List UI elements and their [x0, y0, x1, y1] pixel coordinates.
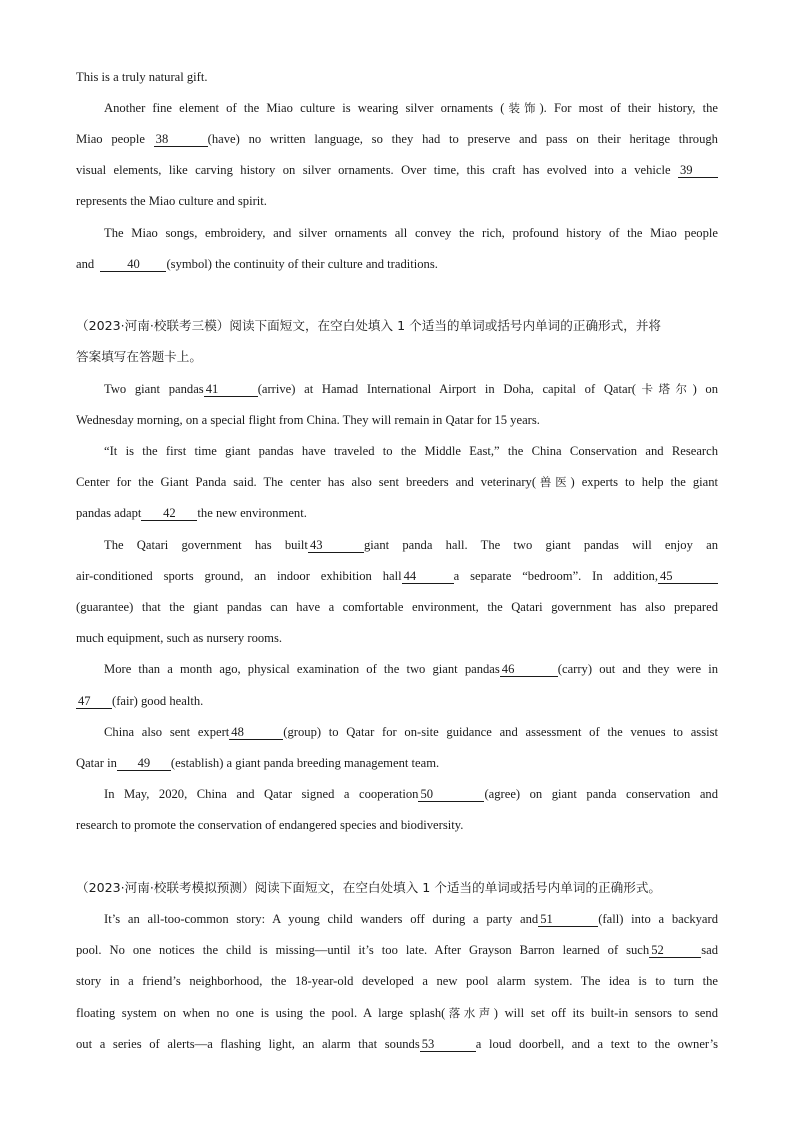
text-line: Qatar in 49 (establish) a giant panda breeding management team. — [76, 756, 440, 770]
chinese-gloss: 兽医 — [536, 475, 571, 489]
text-line: The Qatari government has built 43 giant panda hall. The two giant pandas will enjoy an — [104, 538, 718, 552]
text-line: and 40 (symbol) the continuity of their culture and traditions. — [76, 257, 438, 271]
text-line: represents the Miao culture and spirit. — [76, 194, 267, 208]
answer-blank-49[interactable]: 49 — [117, 756, 171, 771]
text-line: Two giant pandas 41 (arrive) at Hamad International Airport in Doha, capital of Qatar(卡塔尔) on — [104, 382, 719, 396]
answer-blank-48[interactable]: 48 — [229, 725, 283, 740]
answer-blank-51[interactable]: 51 — [538, 912, 598, 927]
sentence: This is a truly natural gift. — [76, 70, 208, 84]
section-heading: （2023·河南·校联考模拟预测）阅读下面短文，在空白处填入 1 个适当的单词或括号内单词的正确形式。 — [76, 880, 662, 895]
text-line: In May, 2020, China and Qatar signed a cooperation 50 (agree) on giant panda conservation and — [104, 787, 719, 801]
answer-blank-38[interactable]: 38 — [154, 132, 208, 147]
chinese-gloss: 落水声 — [445, 1006, 494, 1020]
text-line — [76, 69, 718, 85]
answer-blank-41[interactable]: 41 — [204, 382, 258, 397]
text-line: story in a friend’s neighborhood, the 18-year-old developed a new pool alarm system. The idea is to turn the — [76, 974, 718, 988]
answer-blank-52[interactable]: 52 — [649, 943, 701, 958]
text-line: floating system on when no one is using the pool. A large splash(落水声) will set off its built-in sensors to send — [76, 1006, 718, 1020]
text-line: China also sent expert 48 (group) to Qatar for on-site guidance and assessment of the venues to assist — [104, 725, 718, 739]
text-line: Center for the Giant Panda said. The center has also sent breeders and veterinary(兽医) experts to help the giant — [76, 475, 719, 489]
answer-blank-53[interactable]: 53 — [420, 1037, 476, 1052]
text-line: Wednesday morning, on a special flight from China. They will remain in Qatar for 15 years. — [76, 413, 540, 427]
answer-blank-47[interactable]: 47 — [76, 694, 112, 709]
section-heading: （2023·河南·校联考三模）阅读下面短文，在空白处填入 1 个适当的单词或括号内单词的正确形式，并将 — [76, 318, 662, 333]
text-line: research to promote the conservation of endangered species and biodiversity. — [76, 818, 464, 832]
text-line: much equipment, such as nursery rooms. — [76, 631, 283, 645]
answer-blank-40[interactable]: 40 — [100, 257, 166, 272]
answer-blank-50[interactable]: 50 — [418, 787, 484, 802]
answer-blank-39[interactable]: 39 — [678, 163, 718, 178]
answer-blank-46[interactable]: 46 — [500, 662, 558, 677]
text-line: The Miao songs, embroidery, and silver ornaments all convey the rich, profound history of the Miao people — [104, 226, 718, 240]
text-line: pool. No one notices the child is missing—until it’s too late. After Grayson Barron learned of such 52 sad — [76, 943, 718, 957]
answer-blank-42[interactable]: 42 — [141, 506, 197, 521]
section-heading: 答案填写在答题卡上。 — [76, 349, 202, 364]
text-line: out a series of alerts—a flashing light, an alarm that sounds 53 a loud doorbell, and a text to the owner’s — [76, 1037, 718, 1051]
text-line: More than a month ago, physical examination of the two giant pandas 46 (carry) out and they were in — [104, 662, 718, 676]
answer-blank-45[interactable]: 45 — [658, 569, 718, 584]
text-line: It’s an all-too-common story: A young child wanders off during a party and 51 (fall) into a backyard — [104, 912, 718, 926]
text-line: air-conditioned sports ground, an indoor exhibition hall 44 a separate “bedroom”. In addition, 45 — [76, 568, 718, 584]
text-line: 47 (fair) good health. — [78, 694, 204, 708]
text-line: visual elements, like carving history on silver ornaments. Over time, this craft has evolved into a vehicle 39 — [76, 162, 718, 178]
text-line: pandas adapt 42 the new environment. — [76, 506, 307, 520]
chinese-gloss: 卡塔尔 — [636, 382, 693, 396]
answer-blank-43[interactable]: 43 — [308, 538, 364, 553]
text-line: (guarantee) that the giant pandas can have a comfortable environment, the Qatari government has also prepared — [76, 600, 718, 614]
text-line: Another fine element of the Miao culture is wearing silver ornaments (装饰). For most of their history, the — [104, 101, 718, 115]
chinese-gloss: 装饰 — [504, 101, 540, 115]
answer-blank-44[interactable]: 44 — [402, 569, 454, 584]
text-line: Miao people 38 (have) no written language, so they had to preserve and pass on their heritage through — [76, 132, 718, 146]
text-line: “It is the first time giant pandas have traveled to the Middle East,” the China Conservation and Research — [104, 444, 718, 458]
